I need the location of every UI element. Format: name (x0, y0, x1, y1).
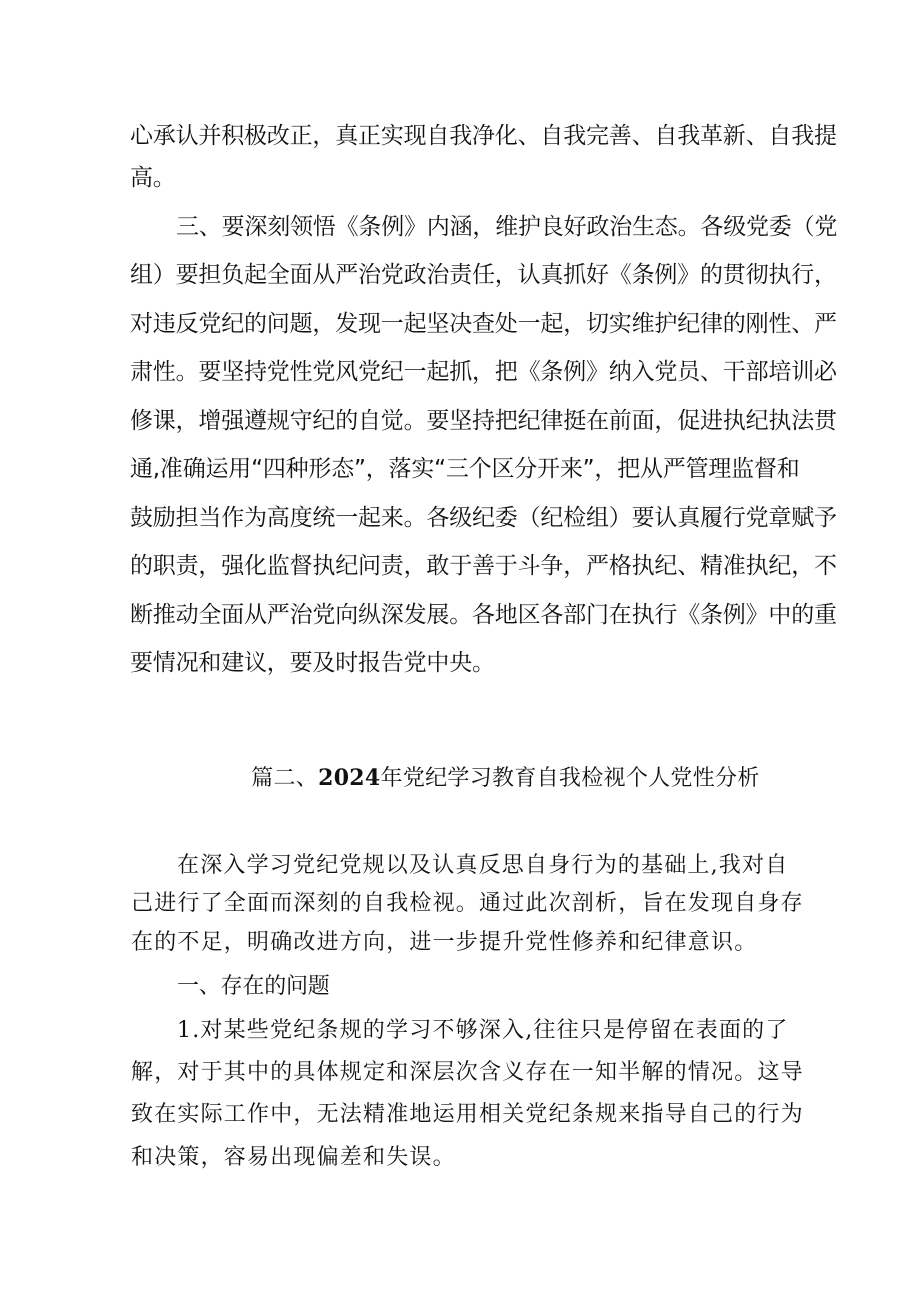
heading-prefix: 篇二、 (251, 766, 319, 791)
paragraph-line: 己进行了全面而深刻的自我检视。通过此次剖析，旨在发现自身存 (131, 891, 804, 916)
heading-year: 2024 (318, 765, 381, 791)
paragraph-line: 要情况和建议，要及时报告党中央。 (130, 650, 495, 676)
paragraph-line: 的职责，强化监督执纪问责，敢于善于斗争，严格执纪、精准执纪，不 (130, 553, 837, 579)
paragraph-line: 和决策，容易出现偏差和失误。 (131, 1145, 456, 1170)
paragraph-line: 通,准确运用“四种形态”，落实“三个区分开来”，把从严管理监督和 (130, 456, 800, 482)
paragraph-line: 鼓励担当作为高度统一起来。各级纪委（纪检组）要认真履行党章赋予 (130, 505, 837, 531)
section-heading (222, 745, 760, 812)
paragraph-line: 三、要深刻领悟《条例》内涵，维护良好政治生态。各级党委（党 (176, 214, 838, 240)
paragraph-line: 肃性。要坚持党性党风党纪一起抓，把《条例》纳入党员、干部培训必 (130, 359, 837, 385)
paragraph-line: 高。 (130, 165, 176, 191)
paragraph-line: 断推动全面从严治党向纵深发展。各地区各部门在执行《条例》中的重 (130, 602, 837, 628)
heading-suffix: 年党纪学习教育自我检视个人党性分析 (380, 766, 760, 791)
paragraph-line: 1.对某些党纪条规的学习不够深入,往往只是停留在表面的了 (177, 1018, 789, 1043)
paragraph-line: 组）要担负起全面从严治党政治责任，认真抓好《条例》的贯彻执行， (130, 262, 837, 288)
paragraph-line: 解，对于其中的具体规定和深层次含义存在一知半解的情况。这导 (131, 1060, 804, 1085)
subsection-title: 一、存在的问题 (177, 974, 330, 999)
paragraph-line: 修课，增强遵规守纪的自觉。要坚持把纪律挺在前面，促进执纪执法贯 (130, 408, 837, 434)
paragraph-line: 在深入学习党纪党规以及认真反思自身行为的基础上,我对自 (177, 853, 789, 878)
paragraph-line: 致在实际工作中，无法精准地运用相关党纪条规来指导自己的行为 (131, 1102, 804, 1127)
paragraph-line: 在的不足，明确改进方向，进一步提升党性修养和纪律意识。 (131, 930, 758, 955)
paragraph-line: 心承认并积极改正，真正实现自我净化、自我完善、自我革新、自我提 (130, 123, 837, 149)
paragraph-line: 对违反党纪的问题，发现一起坚决查处一起，切实维护纪律的刚性、严 (130, 311, 837, 337)
